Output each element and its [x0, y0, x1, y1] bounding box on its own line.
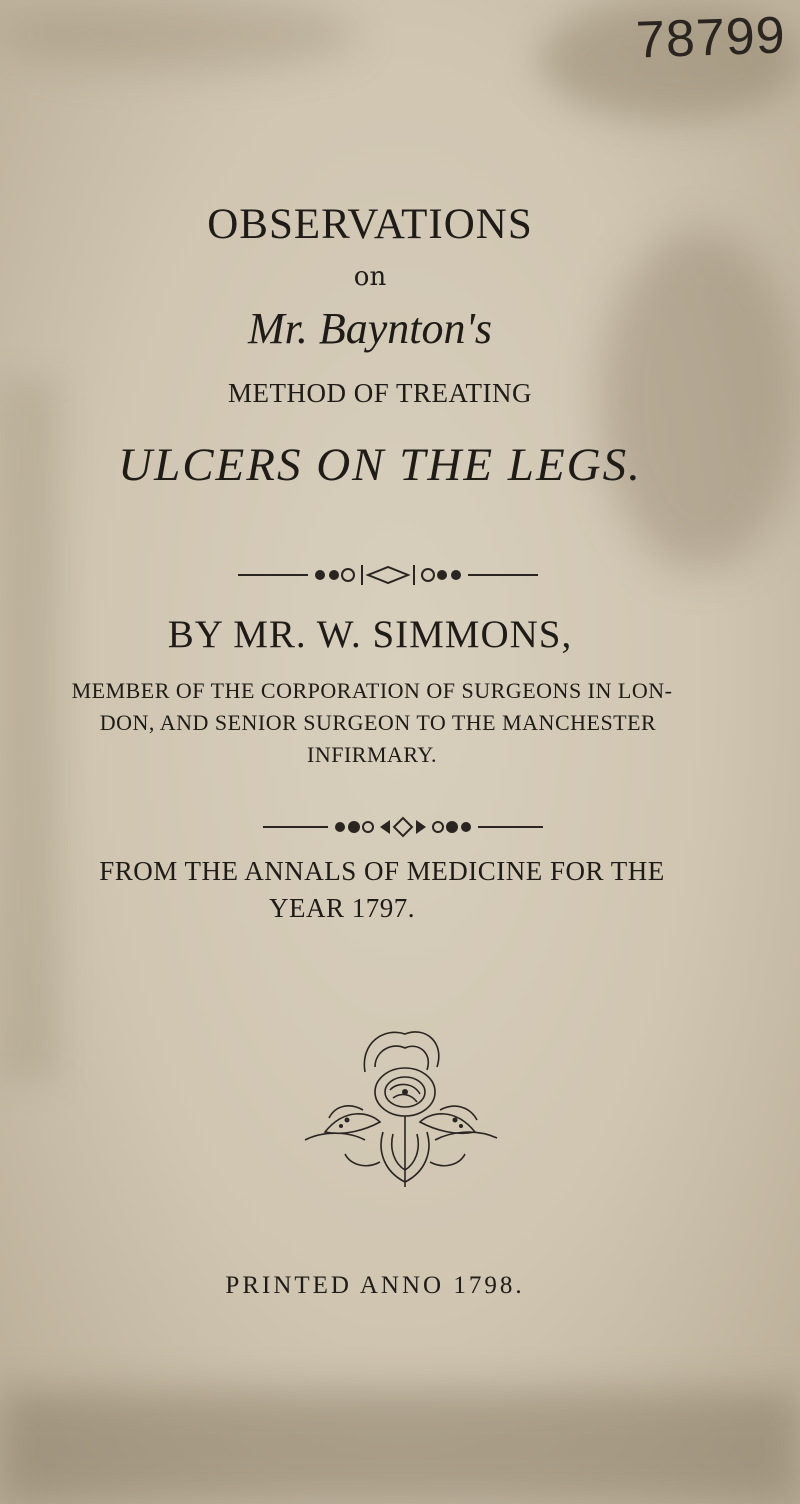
imprint-line: PRINTED ANNO 1798.	[225, 1272, 525, 1299]
printers-rule-middle	[258, 812, 548, 842]
author-credential-line: MEMBER OF THE CORPORATION OF SURGEONS IN LON-	[71, 678, 673, 703]
page-title: OBSERVATIONS	[207, 201, 533, 248]
age-stain	[0, 1390, 800, 1504]
source-line: FROM THE ANNALS OF MEDICINE FOR THE	[99, 856, 665, 886]
printers-rule-top	[228, 560, 548, 590]
author-credential-line: INFIRMARY.	[307, 742, 437, 767]
source-year-line: YEAR 1797.	[269, 893, 415, 923]
subject-line: ULCERS ON THE LEGS.	[118, 439, 642, 491]
author-subject-name: Mr. Baynton's	[247, 304, 493, 353]
library-number: 78799	[635, 6, 787, 70]
method-line: METHOD OF TREATING	[228, 378, 532, 408]
author-byline: BY MR. W. SIMMONS,	[167, 613, 573, 656]
age-stain	[0, 0, 360, 70]
title-connector: on	[353, 262, 387, 292]
floral-ornament-icon	[265, 1012, 535, 1197]
author-credential-line: DON, AND SENIOR SURGEON TO THE MANCHESTER	[99, 710, 657, 735]
